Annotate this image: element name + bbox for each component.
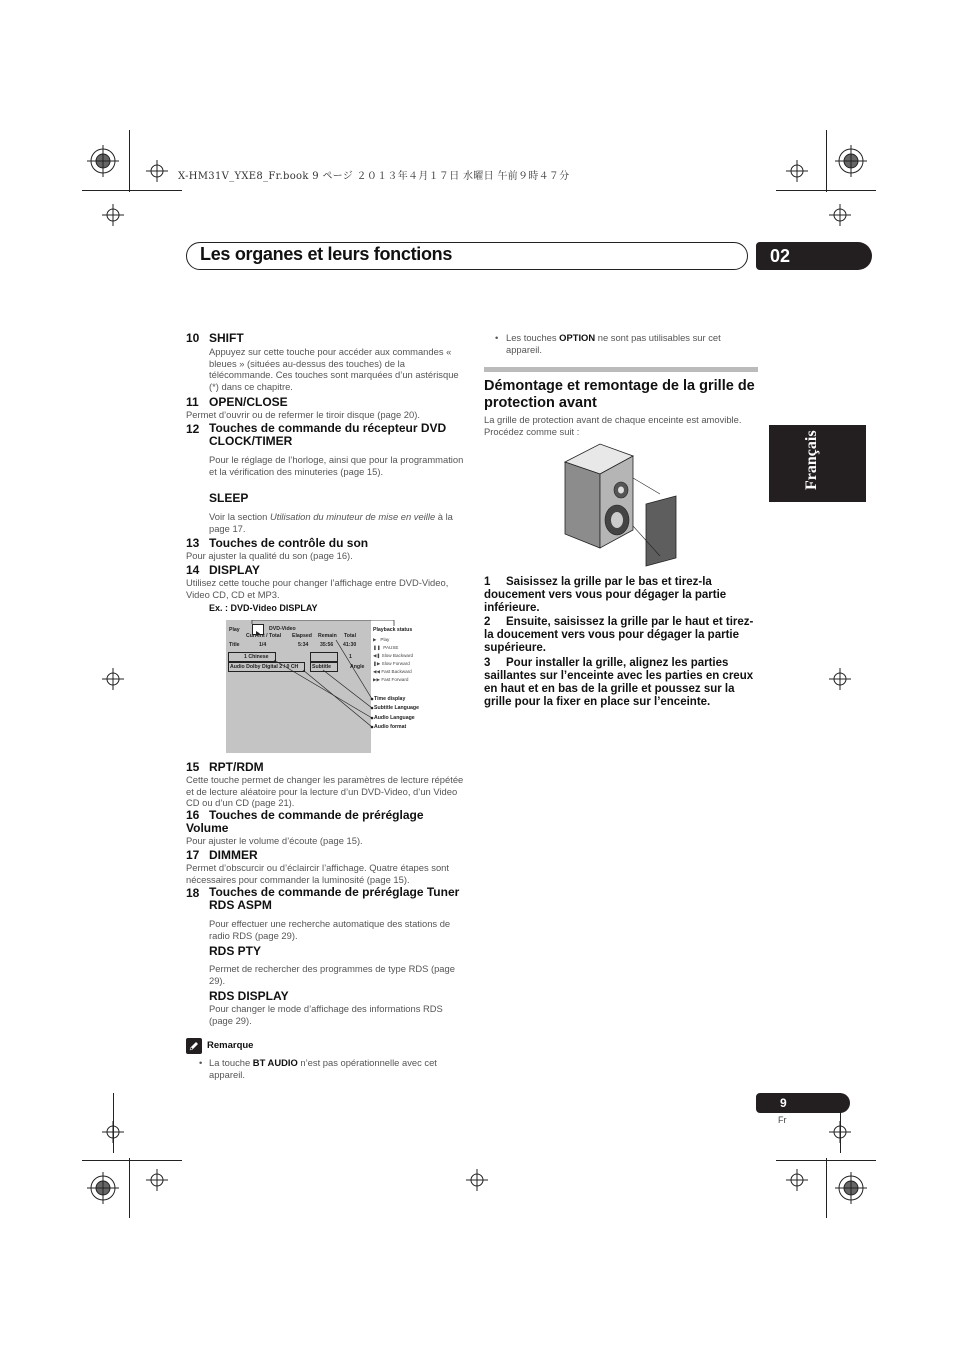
item-14 xyxy=(186,563,466,613)
item-text: Appuyez sur cette touche pour accéder aux commandes « bleues » (situées au-dessus des touches) de la télécommande. Ces touches sont marquées d’un astérisque (*) dans ce chapitre. xyxy=(209,346,459,392)
item-number: 16 xyxy=(186,808,200,822)
item-12 xyxy=(186,422,466,477)
item-sleep xyxy=(209,491,466,534)
item-text: Voir la section Utilisation du minuteur de mise en veille à la page 17. xyxy=(209,511,453,534)
item-title: RPT/RDM xyxy=(209,760,264,774)
item-17 xyxy=(186,848,466,885)
osd-remain-value: 35:56 xyxy=(320,642,334,648)
section-text: La grille de protection avant de chaque enceinte est amovible. Procédez comme suit : xyxy=(484,414,742,437)
language-label: Français xyxy=(803,430,820,490)
item-rds-pty xyxy=(209,944,466,986)
callout-audio-language: Audio Language xyxy=(374,715,415,721)
item-number: 18 xyxy=(186,886,200,900)
status-row: ▶▶ Fast Forward xyxy=(373,677,409,682)
item-text: Cette touche permet de changer les paramètres de lecture répétée et de lecture aléatoire pour la lecture d’un DVD-Video, d’un Video CD ou d’un CD (page 21). xyxy=(186,774,464,809)
page-language: Fr xyxy=(778,1115,787,1125)
item-title: DIMMER xyxy=(209,848,258,862)
item-title: Touches de commande de préréglage Volume xyxy=(186,808,424,835)
osd-elapsed: Elapsed xyxy=(292,633,312,639)
item-text: Utilisez cette touche pour changer l’affichage entre DVD-Video, Video CD, CD et MP3. xyxy=(186,577,449,600)
status-row: ◀❚ Slow Backward xyxy=(373,653,414,658)
item-text: Pour ajuster le volume d’écoute (page 15). xyxy=(186,835,363,846)
language-tab xyxy=(769,425,866,502)
callout-subtitle-language: Subtitle Language xyxy=(374,705,419,711)
item-text: Permet d’obscurcir ou d’éclaircir l’affichage. Quatre étapes sont nécessaires pour commander la luminosité (page 15). xyxy=(186,862,449,885)
section-divider xyxy=(484,367,758,372)
callout-time-display: Time display xyxy=(374,696,406,702)
osd-total-value: 41:30 xyxy=(343,642,357,648)
osd-elapsed-value: 5:34 xyxy=(298,642,309,648)
osd-play: Play xyxy=(229,627,240,633)
print-header: X-HM31V_YXE8_Fr.book 9 ページ ２０１３年４月１７日 水曜日 午前９時４７分 xyxy=(178,171,570,182)
item-text: Permet de rechercher des programmes de type RDS (page 29). xyxy=(209,963,455,986)
item-10 xyxy=(186,331,466,392)
item-title: Touches de contrôle du son xyxy=(209,536,369,550)
item-number: 12 xyxy=(186,422,200,436)
item-title: Touches de commande de préréglage Tuner RDS ASPM xyxy=(209,885,460,912)
item-title: Touches de commande du récepteur DVD CLOCK/TIMER xyxy=(209,421,447,448)
remark-title: Remarque xyxy=(207,1040,254,1051)
item-15 xyxy=(186,760,466,809)
speaker-grille-illustration xyxy=(560,440,690,570)
item-text: Pour le réglage de l’horloge, ainsi que pour la programmation et la vérification des minuteries (page 15). xyxy=(209,454,464,477)
osd-remain: Remain xyxy=(318,633,337,639)
item-number: 14 xyxy=(186,563,200,577)
step-3: 3 Pour installer la grille, alignez les parties saillantes sur l’enceinte avec les parties en creux en haut et en bas de la grille et poussez sur la grille pour la fixer en place sur l’enceinte. xyxy=(484,657,754,708)
item-title: OPEN/CLOSE xyxy=(209,395,288,409)
section-title: Démontage et remontage de la grille de protection avant xyxy=(484,378,755,411)
step-2: 2 Ensuite, saisissez la grille par le haut et tirez-la doucement vers vous pour dégager la partie supérieure. xyxy=(484,616,754,654)
osd-audio-language: 1 Chinese xyxy=(244,654,269,660)
osd-current-total: Current / Total xyxy=(246,633,282,639)
item-title: DISPLAY xyxy=(209,563,260,577)
item-number: 10 xyxy=(186,331,200,345)
item-number: 17 xyxy=(186,848,200,862)
item-number: 13 xyxy=(186,536,200,550)
item-text: Pour ajuster la qualité du son (page 16). xyxy=(186,550,353,561)
osd-subtitle: Subtitle xyxy=(312,664,332,670)
page-title: Les organes et leurs fonctions xyxy=(200,244,453,264)
item-number: 11 xyxy=(186,395,199,409)
chapter-number: 02 xyxy=(756,242,872,270)
status-row: ▶ Play xyxy=(373,637,390,642)
callout-lines xyxy=(226,620,422,753)
item-text: Pour effectuer une recherche automatique des stations de radio RDS (page 29). xyxy=(209,918,451,941)
example-label: Ex. : DVD-Video DISPLAY xyxy=(209,603,318,614)
osd-angle: Angle xyxy=(350,664,365,670)
osd-total: Total xyxy=(344,633,357,639)
callout-audio-format: Audio format xyxy=(374,724,407,730)
item-text: Permet d’ouvrir ou de refermer le tiroir disque (page 20). xyxy=(186,409,420,420)
item-18 xyxy=(186,886,466,941)
item-title: SLEEP xyxy=(209,491,249,505)
step-1: 1 Saisissez la grille par le bas et tirez-la doucement vers vous pour dégager la partie inférieure. xyxy=(484,576,727,614)
option-bullet: • Les touches OPTION ne sont pas utilisables sur cet appareil. xyxy=(495,332,721,355)
item-text: Pour changer le mode d’affichage des informations RDS (page 29). xyxy=(209,1003,443,1026)
note-icon xyxy=(186,1038,202,1054)
osd-title-label: Title xyxy=(229,642,240,648)
status-row: ◀◀ Fast Backward xyxy=(373,669,412,674)
item-rds-display xyxy=(209,989,466,1026)
osd-playback-status: Playback status xyxy=(373,627,413,633)
item-13 xyxy=(186,536,466,562)
item-number: 15 xyxy=(186,760,200,774)
dvd-display-illustration xyxy=(226,620,422,753)
osd-angle-value: 1 xyxy=(349,654,352,660)
page-number: 9 xyxy=(756,1093,850,1113)
status-row: ❚❚ PAUSE xyxy=(373,645,399,650)
item-title: RDS DISPLAY xyxy=(209,989,289,1003)
remark-bullet: • La touche BT AUDIO n’est pas opérationnelle avec cet appareil. xyxy=(199,1057,437,1080)
osd-dvd: DVD-Video xyxy=(269,626,296,632)
status-row: ❚▶ Slow Forward xyxy=(373,661,410,666)
item-title: RDS PTY xyxy=(209,944,262,958)
item-11 xyxy=(186,395,466,421)
item-title: SHIFT xyxy=(209,331,244,345)
item-16 xyxy=(186,809,466,847)
osd-title-value: 1/4 xyxy=(259,642,267,648)
osd-audio-format: Audio Dolby Digital 2 / 0 CH xyxy=(230,664,299,670)
